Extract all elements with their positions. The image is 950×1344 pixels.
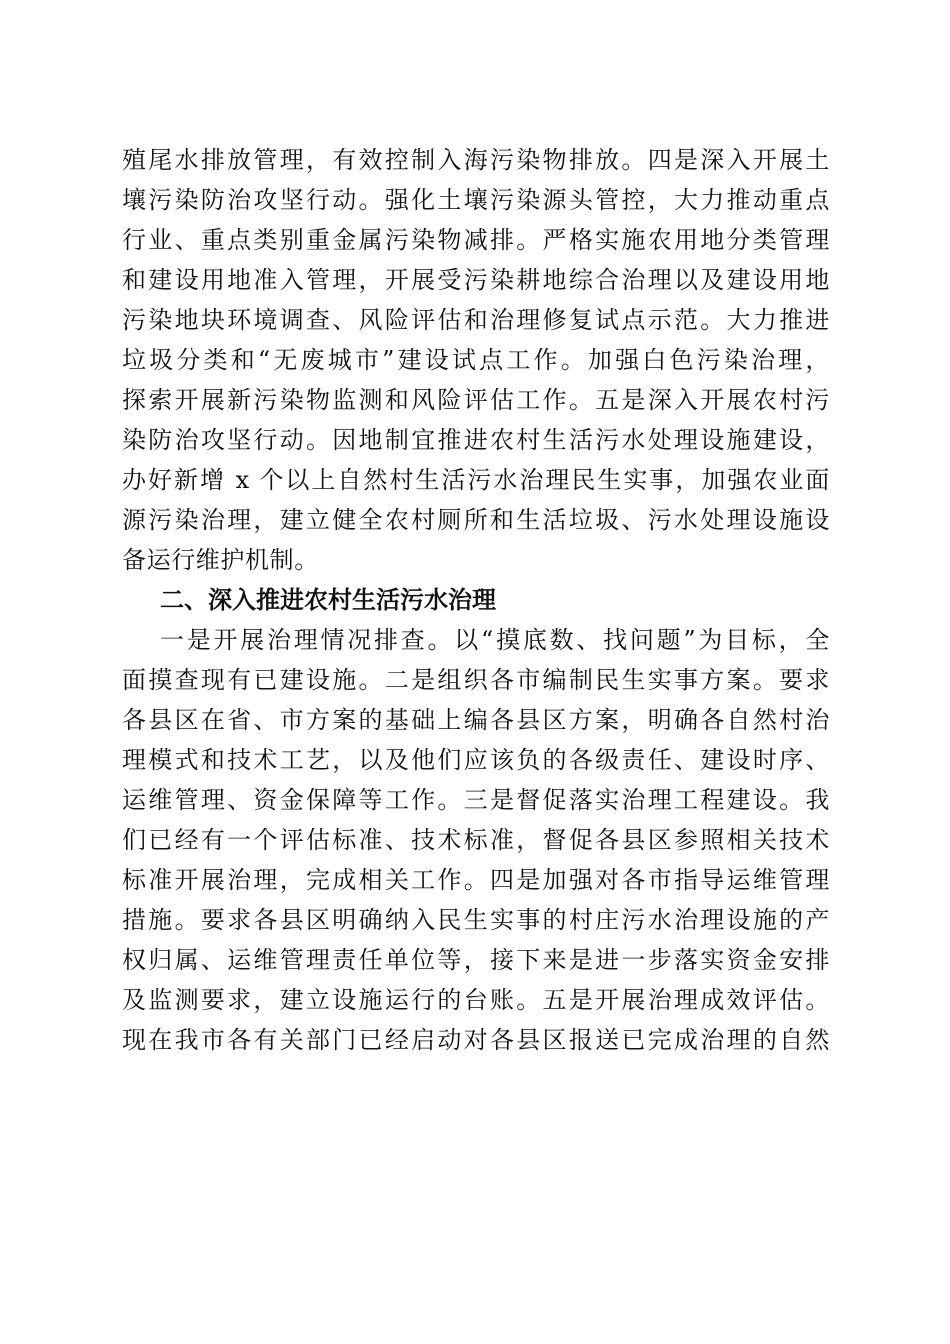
text-line: 垃圾分类和“无废城市”建设试点工作。加强白色污染治理，: [122, 346, 830, 374]
text-line: 措施。要求各县区明确纳入民生实事的村庄污水治理设施的产: [122, 906, 830, 934]
text-line: 殖尾水排放管理，有效控制入海污染物排放。四是深入开展土: [122, 146, 830, 174]
text-line: 壤污染防治攻坚行动。强化土壤污染源头管控，大力推动重点: [122, 186, 830, 214]
text-line: 各县区在省、市方案的基础上编各县区方案，明确各自然村治: [122, 706, 830, 734]
text-line: 标准开展治理，完成相关工作。四是加强对各市指导运维管理: [122, 866, 830, 894]
section-heading: 二、深入推进农村生活污水治理: [160, 585, 496, 614]
text-line: 们已经有一个评估标准、技术标准，督促各县区参照相关技术: [122, 826, 830, 854]
text-line: 运维管理、资金保障等工作。三是督促落实治理工程建设。我: [122, 786, 830, 814]
text-line: 权归属、运维管理责任单位等，接下来是进一步落实资金安排: [122, 946, 830, 974]
text-line: 现在我市各有关部门已经启动对各县区报送已完成治理的自然: [122, 1026, 830, 1054]
text-line: 理模式和技术工艺，以及他们应该负的各级责任、建设时序、: [122, 746, 830, 774]
text-line: 染防治攻坚行动。因地制宜推进农村生活污水处理设施建设，: [122, 426, 830, 454]
paragraph-1: [122, 140, 830, 580]
text-line: 备运行维护机制。: [122, 546, 319, 574]
text-line: 面摸查现有已建设施。二是组织各市编制民生实事方案。要求: [122, 666, 830, 694]
text-line: 和建设用地准入管理，开展受污染耕地综合治理以及建设用地: [122, 266, 830, 294]
document-body: [122, 140, 830, 1060]
text-line: 污染地块环境调查、风险评估和治理修复试点示范。大力推进: [122, 306, 830, 334]
text-line: 源污染治理，建立健全农村厕所和生活垃圾、污水处理设施设: [122, 506, 830, 534]
paragraph-2: [122, 620, 830, 1060]
text-line: 探索开展新污染物监测和风险评估工作。五是深入开展农村污: [122, 386, 830, 414]
text-line: 办好新增 x 个以上自然村生活污水治理民生实事，加强农业面: [122, 466, 830, 494]
text-line: 行业、重点类别重金属污染物减排。严格实施农用地分类管理: [122, 226, 830, 254]
text-line: 一是开展治理情况排查。以“摸底数、找问题”为目标，全: [160, 626, 830, 654]
text-line: 及监测要求，建立设施运行的台账。五是开展治理成效评估。: [122, 986, 830, 1014]
